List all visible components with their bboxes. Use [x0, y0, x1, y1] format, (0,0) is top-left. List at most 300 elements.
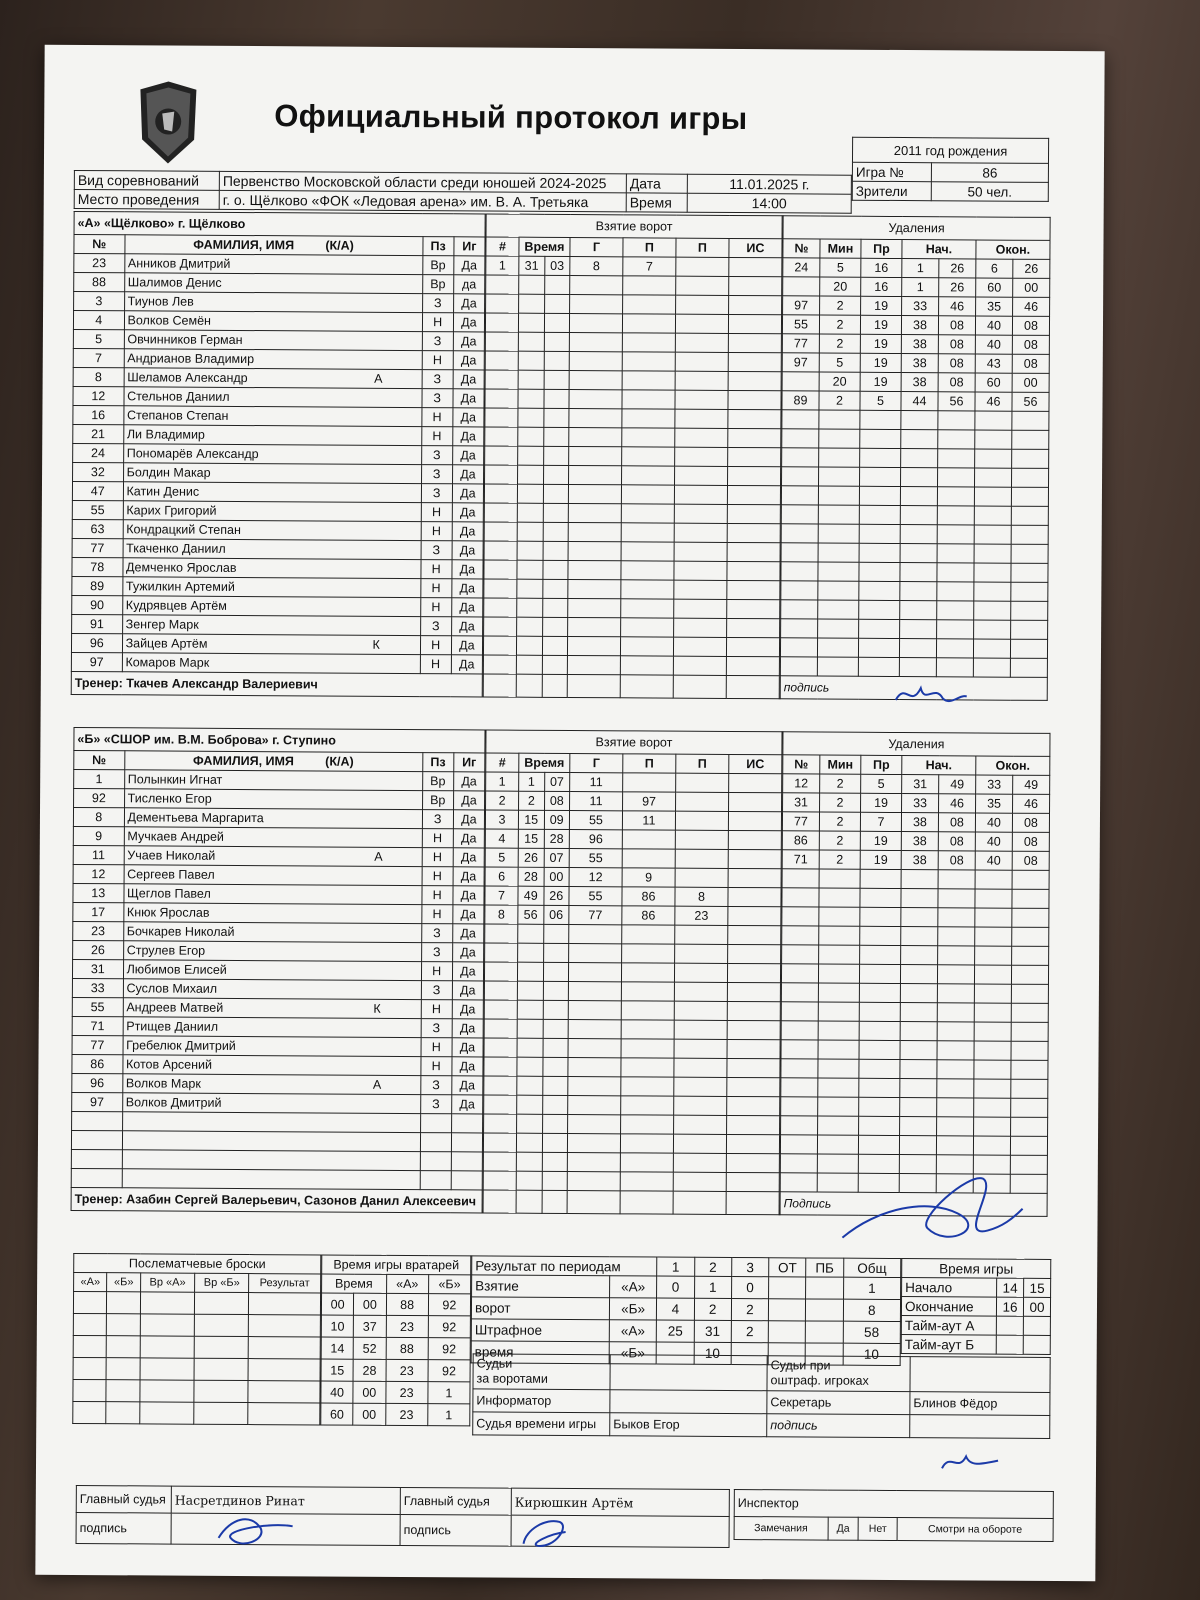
player-role: К [373, 1001, 381, 1016]
penalty-cell [900, 1060, 937, 1079]
goal-cell: 77 [569, 905, 622, 924]
goal-cell [727, 963, 780, 982]
goal-cell: 55 [569, 810, 622, 829]
player-name-text: Ли Владимир [126, 427, 205, 442]
game-label: Игра № [852, 162, 931, 181]
penalty-cell [781, 600, 818, 619]
goal-cell [673, 1134, 726, 1153]
penalty-cell: 08 [1012, 832, 1049, 851]
player-pos: Н [420, 655, 451, 674]
period-value [768, 1321, 805, 1343]
penalty-cell: 56 [938, 392, 975, 411]
goal-cell [516, 636, 542, 655]
player-name-text: Суслов Михаил [126, 981, 218, 996]
goal-cell [569, 313, 622, 332]
penalty-cell [900, 601, 937, 620]
penalty-row [781, 1021, 1048, 1042]
penalty-cell [901, 468, 938, 487]
player-pos: Н [420, 579, 451, 598]
period-label: Штрафное [471, 1319, 609, 1342]
penalty-cell [781, 505, 818, 524]
goal-cell [569, 389, 622, 408]
goal-cell [568, 560, 621, 579]
penalty-cell [781, 1097, 818, 1116]
goal-row [485, 332, 781, 353]
penalty-row [781, 505, 1048, 526]
player-row [72, 997, 483, 1019]
player-played: Да [453, 886, 484, 905]
referees-table [76, 1485, 730, 1548]
goalie-cell: 23 [385, 1403, 427, 1425]
penalty-cell: 33 [976, 775, 1013, 794]
period-team: «Б» [609, 1298, 656, 1320]
goal-cell: 11 [570, 772, 623, 791]
penalty-cell: 16 [861, 277, 902, 296]
player-name-text: Тужилкин Артемий [125, 579, 235, 594]
penalty-cell [783, 277, 820, 296]
goal-cell [517, 598, 543, 617]
goal-cell [517, 617, 543, 636]
player-row [71, 1149, 482, 1171]
player-num: 17 [73, 902, 124, 921]
penalty-cell [900, 620, 937, 639]
penalty-cell: 2 [819, 831, 860, 850]
player-name-text: Ртищев Даниил [126, 1019, 219, 1034]
goal-cell [568, 981, 621, 1000]
player-played: Да [452, 1057, 483, 1076]
penalty-cell [937, 544, 974, 563]
penalty-cell [974, 1022, 1011, 1041]
penalty-cell [819, 410, 860, 429]
penalty-cell [938, 430, 975, 449]
penalty-cell [938, 411, 975, 430]
goal-cell [621, 485, 674, 504]
goal-cell [544, 275, 570, 294]
player-played: Да [453, 332, 484, 351]
penalty-cell [937, 1098, 974, 1117]
player-name [123, 425, 421, 446]
player-played: Да [453, 829, 484, 848]
goal-row [484, 503, 780, 524]
penalty-row [782, 429, 1049, 450]
player-num: 92 [74, 788, 125, 807]
goal-cell [484, 981, 517, 1000]
shootout-title: Послематчевые броски [74, 1253, 321, 1274]
goal-cell [543, 924, 569, 943]
goal-cell [621, 1020, 674, 1039]
penalty-cell [937, 563, 974, 582]
goal-row [483, 1152, 779, 1173]
player-name [124, 254, 422, 275]
player-name-text: Волков Марк [125, 1076, 201, 1091]
player-played: Да [452, 981, 483, 1000]
penalty-cell: 2 [820, 793, 861, 812]
player-row [73, 405, 484, 427]
penalty-cell [974, 620, 1011, 639]
goalie-col-b: «Б» [428, 1275, 470, 1294]
shootout-col: Вр «Б» [195, 1273, 249, 1292]
team-a-title: «А» «Щёлково» г. Щёлково [74, 211, 485, 237]
player-name [123, 1017, 421, 1038]
goal-cell [568, 962, 621, 981]
goal-cell [728, 887, 781, 906]
penalty-cell: 38 [901, 354, 938, 373]
goal-cell [567, 1133, 620, 1152]
goalie-cell: 1 [428, 1382, 470, 1404]
goal-cell [542, 598, 568, 617]
player-num: 3 [74, 291, 125, 310]
player-row [73, 367, 484, 389]
penalty-cell [818, 1002, 859, 1021]
goalie-row [321, 1403, 470, 1426]
goal-row [485, 810, 781, 831]
gametime-title: Время игры [902, 1259, 1051, 1279]
penalty-cell [938, 889, 975, 908]
goal-cell: 8 [485, 905, 518, 924]
goal-cell [517, 541, 543, 560]
penalty-row [782, 812, 1049, 833]
goal-row [485, 408, 781, 429]
penalty-cell: 56 [1012, 392, 1049, 411]
col-ig: Иг [454, 237, 485, 256]
goal-cell [729, 276, 782, 295]
period-value: 8 [843, 1299, 901, 1321]
penalty-cell [1012, 927, 1049, 946]
player-name [124, 330, 422, 351]
goal-cell [622, 830, 675, 849]
goal-row [484, 522, 780, 543]
penalty-cell [859, 1021, 900, 1040]
penalty-row [781, 1002, 1048, 1023]
goal-cell [674, 504, 727, 523]
player-pos: Н [421, 905, 452, 924]
goal-cell [568, 1095, 621, 1114]
goal-cell [674, 1077, 727, 1096]
remarks-no[interactable]: Нет [858, 1517, 897, 1540]
goal-cell [544, 294, 570, 313]
remarks-see-back: Смотри на обороте [897, 1518, 1053, 1542]
player-name [122, 1169, 420, 1190]
goalie-cell: 92 [428, 1338, 470, 1360]
player-row [73, 310, 484, 332]
goalie-col-time: Время [322, 1274, 387, 1293]
goal-cell [620, 1153, 673, 1172]
b-col-name: ФАМИЛИЯ, ИМЯ [193, 753, 294, 769]
penalty-cell [1011, 984, 1048, 1003]
penalty-cell [818, 581, 859, 600]
period-value [806, 1299, 843, 1321]
goal-cell [484, 1095, 517, 1114]
goal-cell: 86 [622, 887, 675, 906]
player-played [451, 1171, 482, 1190]
main-ref-sign-1: подпись [76, 1512, 171, 1544]
goal-cell: 08 [544, 791, 570, 810]
player-pos: Н [421, 408, 452, 427]
player-name [122, 577, 420, 598]
player-name-text: Гребелюк Дмитрий [126, 1038, 236, 1053]
goal-cell [483, 1171, 516, 1190]
pen-col-end: Окон. [976, 240, 1050, 259]
penalty-cell: 38 [901, 813, 938, 832]
goal-cell: 1 [486, 256, 519, 275]
goal-cell [484, 598, 517, 617]
player-row [72, 595, 483, 617]
per-col-3: 3 [731, 1257, 768, 1276]
player-name [124, 808, 422, 829]
penalty-cell [975, 889, 1012, 908]
player-num: 55 [72, 500, 123, 519]
penalty-cell: 38 [901, 851, 938, 870]
penalty-cell [780, 1135, 817, 1154]
player-played: Да [451, 655, 482, 674]
penalty-cell [975, 430, 1012, 449]
goal-cell [543, 446, 569, 465]
goal-cell [485, 389, 518, 408]
player-name-text: Овчинников Герман [127, 332, 243, 347]
goalie-cell: 15 [321, 1359, 353, 1381]
penalty-cell: 33 [902, 297, 939, 316]
player-name [124, 292, 422, 313]
spectators-label: Зрители [852, 181, 931, 200]
penalty-cell [973, 658, 1010, 677]
penalty-cell [937, 506, 974, 525]
goal-cell [518, 446, 544, 465]
goal-cell [675, 352, 728, 371]
penalty-cell [936, 639, 973, 658]
player-row [73, 462, 484, 484]
period-value: 0 [657, 1276, 694, 1298]
penalty-cell [1011, 1041, 1048, 1060]
goalie-cell: 60 [321, 1403, 353, 1425]
penalty-cell: 08 [938, 354, 975, 373]
player-row [72, 481, 483, 503]
goal-cell [623, 295, 676, 314]
goal-cell [568, 503, 621, 522]
goal-cell [729, 773, 782, 792]
player-played: Да [453, 313, 484, 332]
league-logo-icon [136, 79, 201, 165]
player-row [72, 1054, 483, 1076]
goal-cell: 1 [486, 772, 519, 791]
goal-cell [517, 1076, 543, 1095]
goal-cell [727, 1001, 780, 1020]
goal-cell [728, 830, 781, 849]
penalty-cell [901, 430, 938, 449]
goal-cell: 00 [544, 867, 570, 886]
penalty-cell: 16 [861, 258, 902, 277]
penalty-cell [937, 525, 974, 544]
goal-cell [620, 637, 673, 656]
penalty-cell [938, 870, 975, 889]
penalty-cell [781, 562, 818, 581]
goal-col-time: Время [519, 237, 570, 256]
penalty-cell: 31 [783, 793, 820, 812]
team-a-roster [71, 211, 486, 698]
goalie-row [321, 1381, 470, 1404]
penalty-cell [899, 658, 936, 677]
goal-cell [674, 542, 727, 561]
pen-col-num: № [783, 239, 820, 258]
team-b-roster [71, 727, 486, 1214]
penalty-cell: 38 [901, 832, 938, 851]
goal-row [484, 1057, 780, 1078]
goal-col-hash: # [486, 237, 519, 256]
goal-cell [622, 314, 675, 333]
time-value: 14:00 [687, 193, 851, 213]
player-played: Да [452, 1076, 483, 1095]
penalty-cell [860, 945, 901, 964]
player-played: Да [453, 772, 484, 791]
player-num: 23 [74, 253, 125, 272]
player-name [122, 558, 420, 579]
period-row [471, 1297, 900, 1322]
player-name [122, 596, 420, 617]
penalty-cell: 19 [860, 353, 901, 372]
goal-row [486, 256, 782, 277]
goal-cell [518, 389, 544, 408]
goal-col-p1: П [623, 238, 676, 257]
penalty-cell [1011, 563, 1048, 582]
officials-table [472, 1353, 1050, 1439]
player-name-text: Бочкарев Николай [126, 924, 235, 939]
player-name [122, 1055, 420, 1076]
b-goal-col-p2: П [676, 754, 729, 773]
period-value [768, 1299, 805, 1321]
goal-cell [544, 313, 570, 332]
remarks-yes[interactable]: Да [828, 1517, 859, 1540]
b-col-ka: (К/А) [325, 754, 354, 769]
goal-cell [622, 409, 675, 428]
goal-cell [543, 389, 569, 408]
goal-cell [517, 579, 543, 598]
period-value [806, 1321, 843, 1343]
penalty-cell [974, 1041, 1011, 1060]
penalty-row [781, 562, 1048, 583]
penalty-cell [819, 888, 860, 907]
goal-cell [727, 599, 780, 618]
penalty-cell [859, 562, 900, 581]
goal-cell [674, 982, 727, 1001]
goal-cell [728, 447, 781, 466]
penalty-cell [818, 964, 859, 983]
player-pos: З [421, 1019, 452, 1038]
goal-cell [674, 523, 727, 542]
goalie-cell: 40 [321, 1381, 353, 1403]
player-pos: З [421, 924, 452, 943]
main-ref-label-2: Главный судья [400, 1487, 511, 1515]
player-pos: Н [421, 522, 452, 541]
goalie-row [321, 1359, 470, 1382]
penalty-cell [937, 1022, 974, 1041]
game-info-table [852, 137, 1049, 202]
player-name-text: Зайцев Артём [125, 636, 208, 651]
penalty-cell [1012, 449, 1049, 468]
penalty-cell: 5 [861, 774, 902, 793]
player-row [71, 1130, 482, 1152]
penalty-cell [937, 468, 974, 487]
goal-cell [673, 656, 726, 675]
goal-cell [542, 1133, 568, 1152]
goal-row [486, 294, 782, 315]
goal-cell [727, 504, 780, 523]
goal-cell [727, 982, 780, 1001]
penalty-cell [901, 927, 938, 946]
player-num: 71 [72, 1016, 123, 1035]
player-pos: З [422, 389, 453, 408]
penalty-cell [859, 581, 900, 600]
player-played: Да [453, 905, 484, 924]
penalty-cell: 08 [938, 316, 975, 335]
goalie-cell: 92 [428, 1360, 470, 1382]
goal-cell [543, 427, 569, 446]
player-row [73, 864, 484, 886]
player-name-text: Волков Дмитрий [125, 1095, 222, 1110]
player-num: 91 [72, 614, 123, 633]
goal-cell: 49 [518, 886, 544, 905]
goal-cell [485, 313, 518, 332]
goal-cell [569, 924, 622, 943]
penalty-cell: 08 [938, 832, 975, 851]
secretary-sign-label: подпись [767, 1414, 910, 1438]
penalty-cell [901, 908, 938, 927]
b-pen-col-end: Окон. [976, 756, 1050, 775]
player-pos: Н [421, 962, 452, 981]
goal-row [485, 829, 781, 850]
goal-cell [568, 1019, 621, 1038]
penalty-cell [819, 869, 860, 888]
penalty-cell: 89 [782, 391, 819, 410]
penalty-cell [938, 946, 975, 965]
goal-cell: 6 [485, 867, 518, 886]
goal-cell [543, 503, 569, 522]
team-b-title: «Б» «СШОР им. В.М. Боброва» г. Ступино [74, 727, 485, 753]
goal-cell [727, 523, 780, 542]
goal-cell [675, 371, 728, 390]
goal-cell [519, 294, 545, 313]
penalty-cell: 2 [820, 774, 861, 793]
shootout-col: «А» [74, 1272, 108, 1291]
penalty-cell [859, 1002, 900, 1021]
penalty-cell [782, 888, 819, 907]
goal-row [485, 313, 781, 334]
goal-cell [729, 257, 782, 276]
penalty-cell [818, 983, 859, 1002]
date-label: Дата [626, 174, 687, 193]
goal-cell [483, 655, 516, 674]
penalty-cell: 19 [860, 831, 901, 850]
penalty-cell [1010, 639, 1047, 658]
goal-cell [674, 1020, 727, 1039]
player-num: 97 [72, 1092, 123, 1111]
goal-row [484, 1000, 780, 1021]
goal-cell [543, 962, 569, 981]
goal-cell: 8 [570, 256, 623, 275]
shootout-col: Результат [249, 1274, 321, 1293]
penalty-row [781, 1040, 1048, 1061]
player-name-text: Кнюк Ярослав [126, 905, 210, 920]
penalty-cell [937, 965, 974, 984]
timeout-b: Тайм-аут Б [901, 1335, 996, 1355]
player-name-text: Ткаченко Даниил [126, 541, 226, 556]
birth-year: 2011 год рождения [852, 137, 1048, 163]
penalty-cell [901, 411, 938, 430]
goal-cell [516, 1133, 542, 1152]
penalty-cell [936, 1136, 973, 1155]
signature-ref-1 [210, 1508, 300, 1557]
goal-cell [543, 465, 569, 484]
player-num: 55 [72, 997, 123, 1016]
period-value: 0 [731, 1276, 768, 1298]
